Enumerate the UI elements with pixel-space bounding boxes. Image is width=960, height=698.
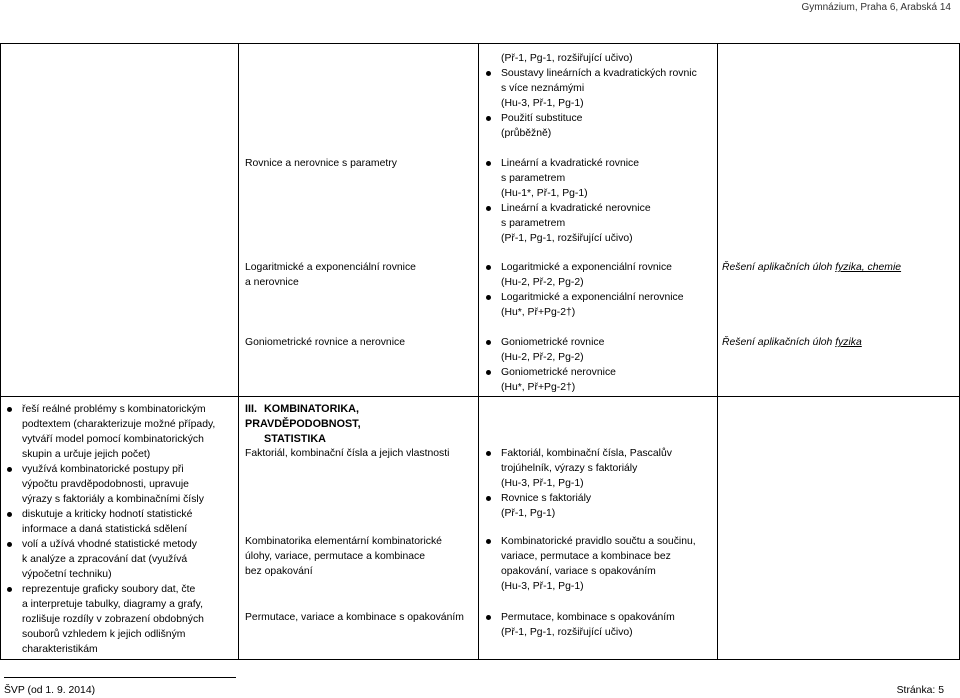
content-list (483, 156, 713, 246)
list-item: s parametrem (501, 173, 566, 184)
list-item: (Hu-3, Př-1, Pg-1) (501, 581, 584, 592)
list-item: (průběžně) (501, 128, 552, 139)
column-divider (717, 43, 718, 660)
list-item: Použití substituce (483, 111, 713, 126)
section-title: KOMBINATORIKA, PRAVDĚPODOBNOST, (245, 403, 361, 430)
list-item: reprezentuje graficky soubory dat, čte (4, 582, 236, 597)
list-item: (Př-1, Pg-1, rozšiřující učivo) (501, 627, 633, 638)
content-list (483, 446, 713, 521)
list-item: charakteristikám (22, 644, 98, 655)
topic-cell (245, 610, 480, 625)
topic-cell (245, 156, 475, 171)
list-item: (Hu-2, Př-2, Pg-2) (501, 352, 584, 363)
list-item: (Př-1, Pg-1, rozšiřující učivo) (501, 53, 633, 64)
list-item: Soustavy lineárních a kvadratických rovnic (483, 66, 713, 81)
list-item: Logaritmické a exponenciální nerovnice (483, 290, 713, 305)
page-header: Gymnázium, Praha 6, Arabská 14 (801, 2, 951, 13)
list-item: Logaritmické a exponenciální rovnice (483, 260, 713, 275)
list-item: výpočetní techniku) (22, 569, 112, 580)
topic-title: Goniometrické rovnice a nerovnice (245, 337, 405, 348)
content-cell (483, 260, 713, 320)
subject-link[interactable]: fyzika (835, 337, 862, 348)
list-item: Lineární a kvadratické rovnice (483, 156, 713, 171)
list-item: opakování, variace s opakováním (501, 566, 656, 577)
column-divider (478, 43, 479, 660)
subject-link[interactable]: fyzika, chemie (835, 262, 902, 273)
list-item: s více neznámými (501, 83, 585, 94)
topic-title: Rovnice a nerovnice s parametry (245, 158, 397, 169)
list-item: (Hu*, Př+Pg-2†) (501, 382, 576, 393)
crosscurricular-note (722, 260, 958, 275)
content-cell (483, 51, 713, 141)
content-cell (483, 446, 713, 521)
list-item: variace, permutace a kombinace bez (501, 551, 671, 562)
list-item: Faktoriál, kombinační čísla, Pascalův (483, 446, 713, 461)
content-cell (483, 610, 713, 640)
topic-title: a nerovnice (245, 277, 299, 288)
content-list (483, 260, 713, 320)
content-list (483, 534, 713, 594)
section-title: STATISTIKA (264, 433, 326, 445)
list-item: podtextem (charakterizuje možné případy, (22, 419, 216, 430)
topic-cell (245, 446, 475, 461)
crosscurricular-note (722, 335, 958, 350)
list-item: (Hu-2, Př-2, Pg-2) (501, 277, 584, 288)
column-divider (238, 43, 239, 660)
topic-cell (245, 534, 475, 579)
content-list (483, 51, 713, 141)
topic-title: Faktoriál, kombinační čísla a jejich vlastnosti (245, 448, 450, 459)
list-item: s parametrem (501, 218, 566, 229)
list-item: Goniometrické nerovnice (483, 365, 713, 380)
footer-left: ŠVP (od 1. 9. 2014) (4, 685, 96, 696)
list-item: Rovnice s faktoriály (483, 491, 713, 506)
list-item: Permutace, kombinace s opakováním (483, 610, 713, 625)
list-item: rozlišuje rozdíly v zobrazení obdobných (22, 614, 204, 625)
outcomes-list (4, 402, 236, 657)
content-list (483, 610, 713, 640)
list-item: (Hu*, Př+Pg-2†) (501, 307, 576, 318)
list-item: Lineární a kvadratické nerovnice (483, 201, 713, 216)
list-item: (Hu-1*, Př-1, Pg-1) (501, 188, 588, 199)
topic-title: Permutace, variace a kombinace s opakováním (245, 612, 464, 623)
list-item: výrazy s faktoriály a kombinačními čísly (22, 494, 204, 505)
topic-title: bez opakování (245, 566, 313, 577)
topic-title: Kombinatorika elementární kombinatorické (245, 536, 442, 547)
list-item: skupin a určuje jejich počet) (22, 449, 151, 460)
list-item: (Hu-3, Př-1, Pg-1) (501, 478, 584, 489)
list-item: vytváří model pomocí kombinatorických (22, 434, 204, 445)
list-item: Goniometrické rovnice (483, 335, 713, 350)
content-cell (483, 335, 713, 395)
list-item: diskutuje a kriticky hodnotí statistické (4, 507, 236, 522)
list-item: volí a užívá vhodné statistické metody (4, 537, 236, 552)
list-item: Kombinatorické pravidlo součtu a součinu, (483, 534, 713, 549)
content-cell (483, 156, 713, 246)
section-number: III. (245, 403, 257, 415)
topic-title: úlohy, variace, permutace a kombinace (245, 551, 426, 562)
list-item: řeší reálné problémy s kombinatorickým (4, 402, 236, 417)
topic-title: Logaritmické a exponenciální rovnice (245, 262, 416, 273)
footer-rule (4, 677, 236, 678)
list-item: výpočtu pravděpodobnosti, upravuje (22, 479, 189, 490)
list-item: (Př-1, Pg-1, rozšiřující učivo) (501, 233, 633, 244)
list-item: a interpretuje tabulky, diagramy a grafy, (22, 599, 203, 610)
list-item: využívá kombinatorické postupy při (4, 462, 236, 477)
outcomes-cell (4, 402, 236, 657)
topic-cell (245, 335, 475, 350)
list-item: (Hu-3, Př-1, Pg-1) (501, 98, 584, 109)
list-item: (Př-1, Pg-1) (501, 508, 556, 519)
page-number: Stránka: 5 (896, 685, 944, 696)
list-item: informace a daná statistická sdělení (22, 524, 188, 535)
note-text: Řešení aplikačních úloh (722, 262, 833, 273)
topic-cell (245, 260, 475, 290)
list-item: trojúhelník, výrazy s faktoriály (501, 463, 638, 474)
content-cell (483, 534, 713, 594)
note-text: Řešení aplikačních úloh (722, 337, 833, 348)
list-item: k analýze a zpracování dat (využívá (22, 554, 188, 565)
content-list (483, 335, 713, 395)
list-item: souborů vzhledem k jejich odlišným (22, 629, 186, 640)
section-divider (0, 396, 960, 397)
section-heading (245, 402, 475, 447)
